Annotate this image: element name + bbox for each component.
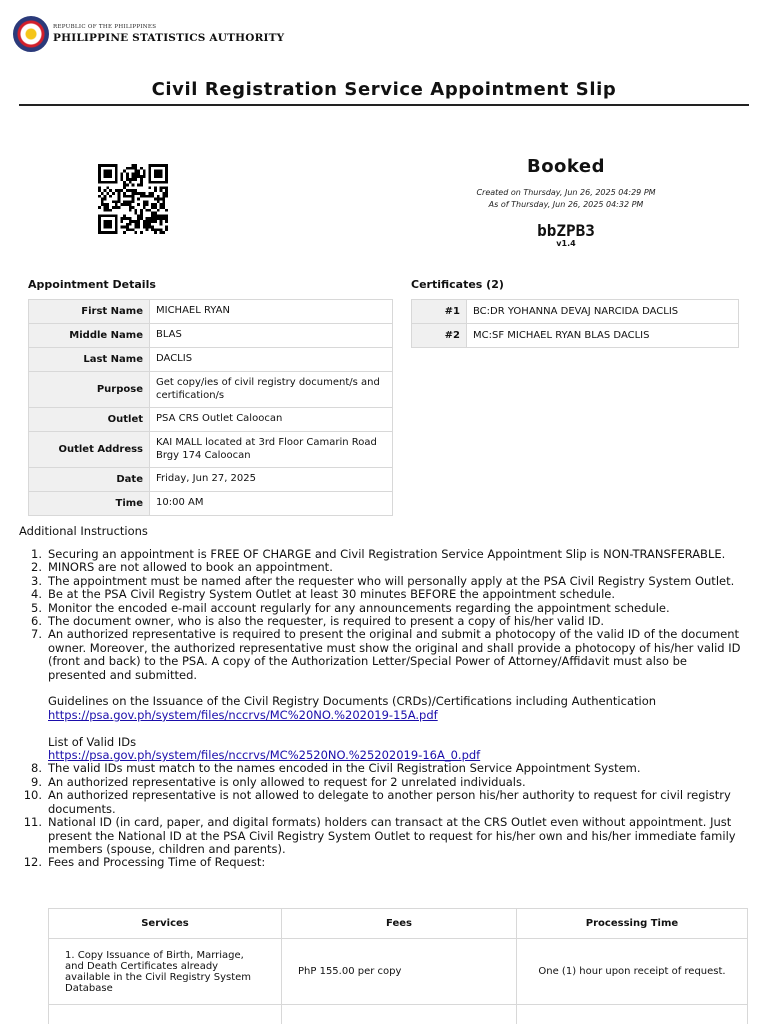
list-item: [19, 816, 747, 856]
created-timestamp: Created on Thursday, Jun 26, 2025 04:29 PM: [476, 188, 656, 197]
row-label: Date: [29, 468, 150, 492]
guidelines-link[interactable]: https://psa.gov.ph/system/files/nccrvs/MC%20NO.%202019-15A.pdf: [48, 707, 438, 722]
list-item: [19, 602, 747, 615]
table-row: [412, 300, 739, 324]
table-header-row: [49, 909, 748, 939]
certificate-value: BC:DR YOHANNA DEVAJ NARCIDA DACLIS: [467, 300, 739, 324]
item-text: MINORS are not allowed to book an appointment.: [48, 560, 333, 575]
list-item: [19, 561, 747, 574]
item-number: 4.: [31, 587, 42, 602]
logo-title: PHILIPPINE STATISTICS AUTHORITY: [53, 31, 285, 44]
row-value: Friday, Jun 27, 2025: [150, 468, 393, 492]
appointment-details-table: [28, 299, 393, 516]
reference-code: bbZPB3: [537, 221, 595, 240]
valid-ids-text: List of Valid IDs: [48, 734, 137, 749]
fee-cell: PhP 155.00 per copy: [282, 939, 517, 1005]
certificate-number: #1: [412, 300, 467, 324]
row-label: Outlet: [29, 408, 150, 432]
item-number: 2.: [31, 560, 42, 575]
list-item: [19, 789, 747, 816]
item-number: 7.: [31, 627, 42, 642]
row-label: Time: [29, 492, 150, 516]
item-text: An authorized representative is required to present the original and submit a photocopy of the valid ID of the document owner. Moreover, the authorized representative must show the original and shall provide a photocopy of his/her valid ID (front and back) to the PSA. A copy of the Authorization Letter/Special Power of Attorney/Affidavit must also be presented and submitted.: [48, 627, 741, 682]
row-value: PSA CRS Outlet Caloocan: [150, 408, 393, 432]
processing-time-cell: One (1) hour upon receipt of request.: [517, 939, 748, 1005]
table-row: [29, 324, 393, 348]
table-row: [49, 1005, 748, 1024]
psa-seal-icon: [13, 16, 49, 52]
item-text: Securing an appointment is FREE OF CHARGE and Civil Registration Service Appointment Slip is NON-TRANSFERABLE.: [48, 547, 726, 561]
row-label: Purpose: [29, 372, 150, 408]
item-text: An authorized representative is not allowed to delegate to another person his/her authority to request for civil registry documents.: [48, 788, 731, 816]
table-row: [29, 372, 393, 408]
certificate-value: MC:SF MICHAEL RYAN BLAS DACLIS: [467, 324, 739, 348]
item-number: 6.: [31, 614, 42, 629]
item-text: Monitor the encoded e-mail account regularly for any announcements regarding the appointment schedule.: [48, 600, 670, 615]
certificates-heading: Certificates (2): [411, 278, 504, 291]
row-label: Last Name: [29, 348, 150, 372]
column-header: Processing Time: [517, 909, 748, 939]
valid-ids-link[interactable]: https://psa.gov.ph/system/files/nccrvs/MC%2520NO.%25202019-16A_0.pdf: [48, 748, 481, 763]
list-item: [19, 628, 747, 762]
table-row: [29, 300, 393, 324]
asof-timestamp: As of Thursday, Jun 26, 2025 04:32 PM: [488, 200, 644, 209]
psa-logo: [13, 16, 284, 52]
item-text: National ID (in card, paper, and digital formats) holders can transact at the CRS Outlet even without appointment. Just present the National ID at the PSA Civil Registry System Outlet to request for his/her own and his/her immediate family members (spouse, children and parents).: [48, 815, 736, 856]
list-item: [19, 548, 747, 561]
item-number: 11.: [23, 815, 42, 830]
list-item: [19, 575, 747, 588]
appointment-details-heading: Appointment Details: [28, 278, 156, 291]
item-number: 12.: [23, 855, 42, 870]
item-number: 3.: [31, 573, 42, 588]
list-item: [19, 856, 747, 869]
item-text: An authorized representative is only allowed to request for 2 unrelated individuals.: [48, 774, 526, 789]
row-value: Get copy/ies of civil registry document/s and certification/s: [150, 372, 393, 408]
item-text: Be at the PSA Civil Registry System Outlet at least 30 minutes BEFORE the appointment schedule.: [48, 587, 616, 602]
logo-subtitle: REPUBLIC OF THE PHILIPPINES: [53, 24, 157, 30]
item-number: 10.: [23, 788, 42, 803]
row-value: 10:00 AM: [150, 492, 393, 516]
list-item: [19, 588, 747, 601]
row-label: Outlet Address: [29, 432, 150, 468]
row-value: DACLIS: [150, 348, 393, 372]
table-row: [29, 468, 393, 492]
instructions-list: [19, 548, 747, 870]
row-value: BLAS: [150, 324, 393, 348]
guidelines-text: Guidelines on the Issuance of the Civil Registry Documents (CRDs)/Certifications including Authentication: [48, 694, 657, 709]
item-text: Fees and Processing Time of Request:: [48, 855, 266, 870]
item-number: 8.: [31, 761, 42, 776]
page-title: Civil Registration Service Appointment Slip: [151, 79, 617, 100]
table-row: [29, 492, 393, 516]
fees-table: [48, 908, 748, 1024]
table-row: [29, 348, 393, 372]
appointment-status: Booked: [526, 156, 606, 177]
column-header: Fees: [282, 909, 517, 939]
table-row: [29, 408, 393, 432]
list-item: [19, 776, 747, 789]
list-item: [19, 762, 747, 775]
list-item: [19, 615, 747, 628]
item-number: 9.: [31, 774, 42, 789]
item-text: The valid IDs must match to the names encoded in the Civil Registration Service Appointment System.: [48, 761, 641, 776]
column-header: Services: [49, 909, 282, 939]
item-text: The appointment must be named after the requester who will personally apply at the PSA Civil Registry System Outlet.: [48, 573, 735, 588]
qr-code-icon: [96, 164, 170, 234]
certificate-number: #2: [412, 324, 467, 348]
service-cell: 1. Copy Issuance of Birth, Marriage, and Death Certificates already available in the Civil Registry System Database: [49, 939, 282, 1005]
table-row: [49, 939, 748, 1005]
item-number: 1.: [31, 547, 42, 561]
item-text: The document owner, who is also the requester, is required to present a copy of his/her valid ID.: [48, 614, 605, 629]
table-row: [29, 432, 393, 468]
table-row: [412, 324, 739, 348]
row-value: MICHAEL RYAN: [150, 300, 393, 324]
title-divider: [19, 104, 749, 106]
item-number: 5.: [31, 600, 42, 615]
additional-instructions-heading: Additional Instructions: [19, 524, 148, 538]
certificates-table: [411, 299, 739, 348]
row-label: First Name: [29, 300, 150, 324]
row-value: KAI MALL located at 3rd Floor Camarin Road Brgy 174 Caloocan: [150, 432, 393, 468]
row-label: Middle Name: [29, 324, 150, 348]
version-label: v1.4: [556, 239, 576, 248]
